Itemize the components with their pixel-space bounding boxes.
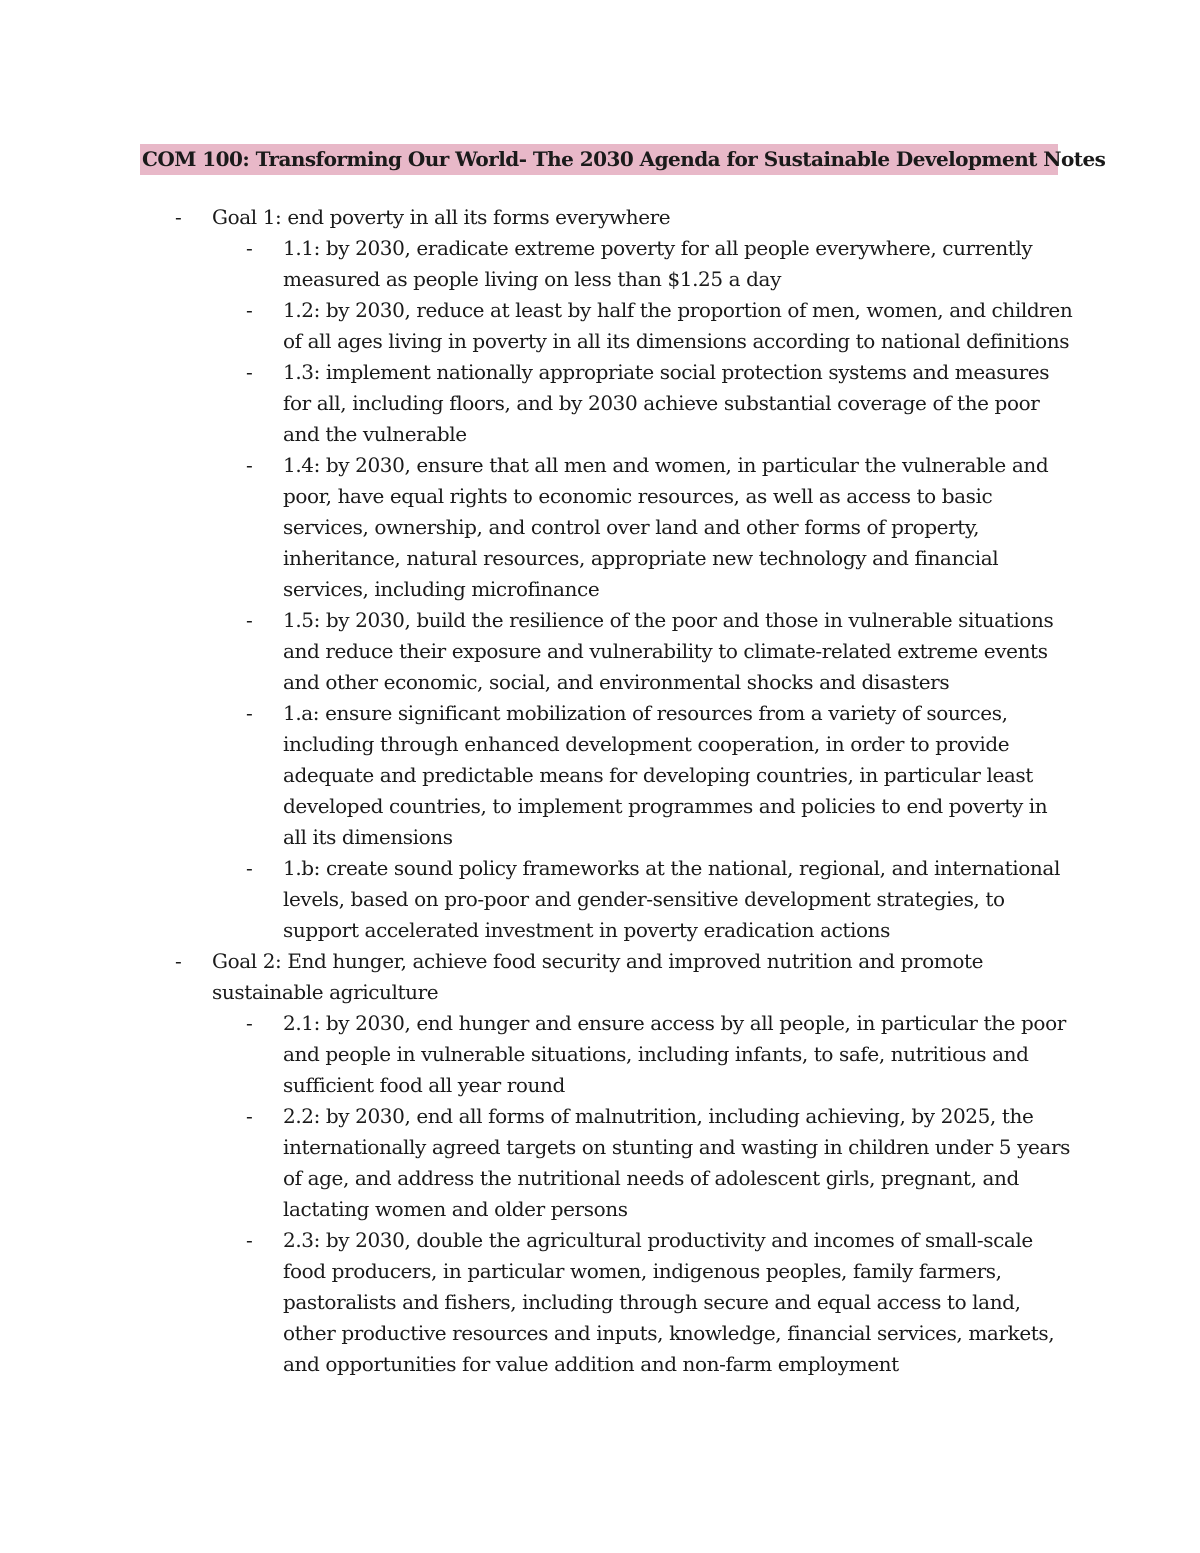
target-item: [0, 233, 1073, 295]
bullet-dash: -: [246, 236, 253, 260]
goal-text: Goal 1: end poverty in all its forms everywhere: [212, 205, 671, 229]
bullet-dash: -: [175, 205, 182, 229]
goal-item: [0, 946, 992, 1008]
notes-list: [0, 202, 1200, 1380]
target-text: 1.a: ensure significant mobilization of resources from a variety of sources, including through enhanced development cooperation, in order to provide adequate and predictable means for developing countries, in particular least developed countries, to implement programmes and policies to end poverty in all its dimensions: [283, 701, 1048, 849]
bullet-dash: -: [246, 856, 253, 880]
target-item: [0, 295, 1073, 357]
bullet-dash: -: [246, 298, 253, 322]
target-item: [0, 698, 1073, 853]
target-text: 2.3: by 2030, double the agricultural productivity and incomes of small-scale food producers, in particular women, indigenous peoples, family farmers, pastoralists and fishers, including through secure and equal access to land, other productive resources and inputs, knowledge, financial services, markets, and opportunities for value addition and non-farm employment: [283, 1228, 1055, 1376]
target-item: [0, 1101, 1073, 1225]
bullet-dash: -: [246, 608, 253, 632]
goal-item: [0, 202, 992, 233]
target-text: 2.1: by 2030, end hunger and ensure access by all people, in particular the poor and people in vulnerable situations, including infants, to safe, nutritious and sufficient food all year round: [283, 1011, 1066, 1097]
target-item: [0, 605, 1073, 698]
bullet-dash: -: [246, 1228, 253, 1252]
page-title: COM 100: Transforming Our World- The 2030 Agenda for Sustainable Development Notes: [140, 144, 1058, 175]
bullet-dash: -: [246, 360, 253, 384]
target-text: 1.5: by 2030, build the resilience of the poor and those in vulnerable situations and reduce their exposure and vulnerability to climate-related extreme events and other economic, social, and environmental shocks and disasters: [283, 608, 1054, 694]
bullet-dash: -: [246, 453, 253, 477]
bullet-dash: -: [175, 949, 182, 973]
bullet-dash: -: [246, 701, 253, 725]
target-text: 1.3: implement nationally appropriate social protection systems and measures for all, including floors, and by 2030 achieve substantial coverage of the poor and the vulnerable: [283, 360, 1050, 446]
bullet-dash: -: [246, 1104, 253, 1128]
target-text: 1.2: by 2030, reduce at least by half the proportion of men, women, and children of all ages living in poverty in all its dimensions according to national definitions: [283, 298, 1073, 353]
goal-text: Goal 2: End hunger, achieve food security and improved nutrition and promote sustainable agriculture: [212, 949, 984, 1004]
target-item: [0, 450, 1073, 605]
bullet-dash: -: [246, 1011, 253, 1035]
target-item: [0, 853, 1073, 946]
target-item: [0, 357, 1073, 450]
target-item: [0, 1225, 1073, 1380]
target-text: 1.4: by 2030, ensure that all men and women, in particular the vulnerable and poor, have equal rights to economic resources, as well as access to basic services, ownership, and control over land and other forms of property, inheritance, natural resources, appropriate new technology and financial services, including microfinance: [283, 453, 1049, 601]
target-text: 1.1: by 2030, eradicate extreme poverty for all people everywhere, currently measured as people living on less than $1.25 a day: [283, 236, 1033, 291]
target-text: 2.2: by 2030, end all forms of malnutrition, including achieving, by 2025, the internationally agreed targets on stunting and wasting in children under 5 years of age, and address the nutritional needs of adolescent girls, pregnant, and lactating women and older persons: [283, 1104, 1070, 1221]
target-item: [0, 1008, 1073, 1101]
target-text: 1.b: create sound policy frameworks at the national, regional, and international levels, based on pro-poor and gender-sensitive development strategies, to support accelerated investment in poverty eradication actions: [283, 856, 1060, 942]
